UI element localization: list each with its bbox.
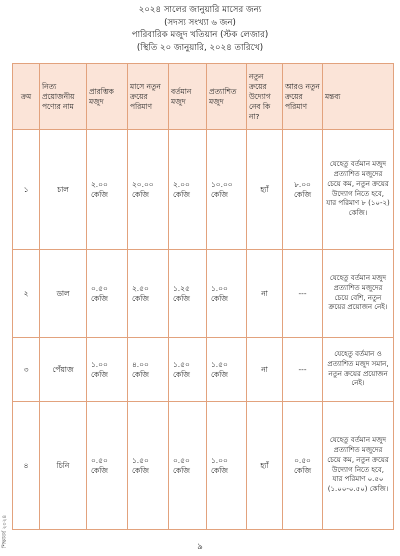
cell-item: পেঁয়াজ	[40, 338, 87, 402]
cell-expected: ১০.০০ কেজি	[207, 130, 247, 250]
col-header-buy-decision: নতুন ক্রয়ের উদ্যোগ নেব কি না?	[247, 64, 283, 130]
table-row	[13, 338, 394, 402]
cell-item: ডাল	[40, 250, 87, 338]
cell-more-quantity: ---	[283, 338, 323, 402]
stock-ledger-table	[12, 63, 394, 530]
header-members: (সদস্য সংখ্যা ৬ জন)	[164, 17, 236, 28]
col-header-current: বর্তমান মজুদ	[169, 64, 207, 130]
cell-buy-decision: না	[247, 338, 283, 402]
cell-remark: যেহেতু বর্তমান মজুদ প্রত্যাশিত মজুদের চেয়ে বেশি, নতুন ক্রয়ের প্রয়োজন নেই।	[323, 250, 394, 338]
page-header	[0, 4, 400, 54]
cell-serial: ৪	[13, 402, 40, 530]
cell-purchased: ৪.০০ কেজি	[128, 338, 169, 402]
cell-opening: ০.৫০ কেজি	[87, 402, 128, 530]
cell-current: ০.৫০ কেজি	[169, 402, 207, 530]
col-header-more-quantity: আরও নতুন ক্রয়ের পরিমাণ	[283, 64, 323, 130]
side-note: শিক্ষাবর্ষ ২০২৪	[2, 514, 8, 548]
cell-serial: ২	[13, 250, 40, 338]
cell-opening: ০.৫০ কেজি	[87, 250, 128, 338]
cell-current: ১.২৫ কেজি	[169, 250, 207, 338]
cell-serial: ৩	[13, 338, 40, 402]
cell-remark: যেহেতু বর্তমান মজুদ প্রত্যাশিত মজুদের চেয়ে কম, নতুন ক্রয়ের উদ্যোগ নিতে হবে, যার পরিমাণ ০.৫০ (১.০০-০.৫০) কেজি।	[323, 402, 394, 530]
col-header-remark: মন্তব্য	[323, 64, 394, 130]
cell-serial: ১	[13, 130, 40, 250]
table-row	[13, 250, 394, 338]
col-header-expected: প্রত্যাশিত মজুদ	[207, 64, 247, 130]
cell-remark: যেহেতু বর্তমান ও প্রত্যাশিত মজুদ সমান, নতুন ক্রয়ের প্রয়োজন নেই।	[323, 338, 394, 402]
cell-purchased: ১.৫০ কেজি	[128, 402, 169, 530]
cell-expected: ১.০০ কেজি	[207, 250, 247, 338]
cell-opening: ১.০০ কেজি	[87, 338, 128, 402]
header-status-date: (স্থিতি ২০ জানুয়ারি, ২০২৪ তারিখে)	[136, 42, 264, 53]
cell-current: ১.৫০ কেজি	[169, 338, 207, 402]
cell-item: চিনি	[40, 402, 87, 530]
cell-more-quantity: ---	[283, 250, 323, 338]
cell-purchased: ২.৫০ কেজি	[128, 250, 169, 338]
cell-opening: ২.০০ কেজি	[87, 130, 128, 250]
table-row	[13, 402, 394, 530]
header-title: ২০২৪ সালের জানুয়ারি মাসের জন্য	[138, 5, 262, 15]
cell-item: চাল	[40, 130, 87, 250]
page-number: ৯	[197, 542, 203, 552]
cell-buy-decision: হ্যাঁ	[247, 130, 283, 250]
table-row	[13, 130, 394, 250]
cell-buy-decision: না	[247, 250, 283, 338]
cell-expected: ১.০০ কেজি	[207, 402, 247, 530]
cell-current: ২.০০ কেজি	[169, 130, 207, 250]
cell-purchased: ২০.০০ কেজি	[128, 130, 169, 250]
cell-expected: ১.৫০ কেজি	[207, 338, 247, 402]
col-header-opening: প্রারম্ভিক মজুদ	[87, 64, 128, 130]
header-ledger-title: পারিবারিক মজুদ খতিয়ান (স্টক লেজার)	[131, 30, 269, 41]
cell-more-quantity: ৮.০০ কেজি	[283, 130, 323, 250]
cell-more-quantity: ০.৫০ কেজি	[283, 402, 323, 530]
table-header-row	[13, 64, 394, 130]
cell-buy-decision: হ্যাঁ	[247, 402, 283, 530]
col-header-item: নিত্য প্রয়োজনীয় পণ্যের নাম	[40, 64, 87, 130]
col-header-purchased: মাসে নতুন ক্রয়ের পরিমাণ	[128, 64, 169, 130]
col-header-serial: ক্রম	[13, 64, 40, 130]
cell-remark: যেহেতু বর্তমান মজুদ প্রত্যাশিত মজুদের চেয়ে কম, নতুন ক্রয়ের উদ্যোগ নিতে হবে, যার পরিমাণ ৮ (১০-২) কেজি।	[323, 130, 394, 250]
